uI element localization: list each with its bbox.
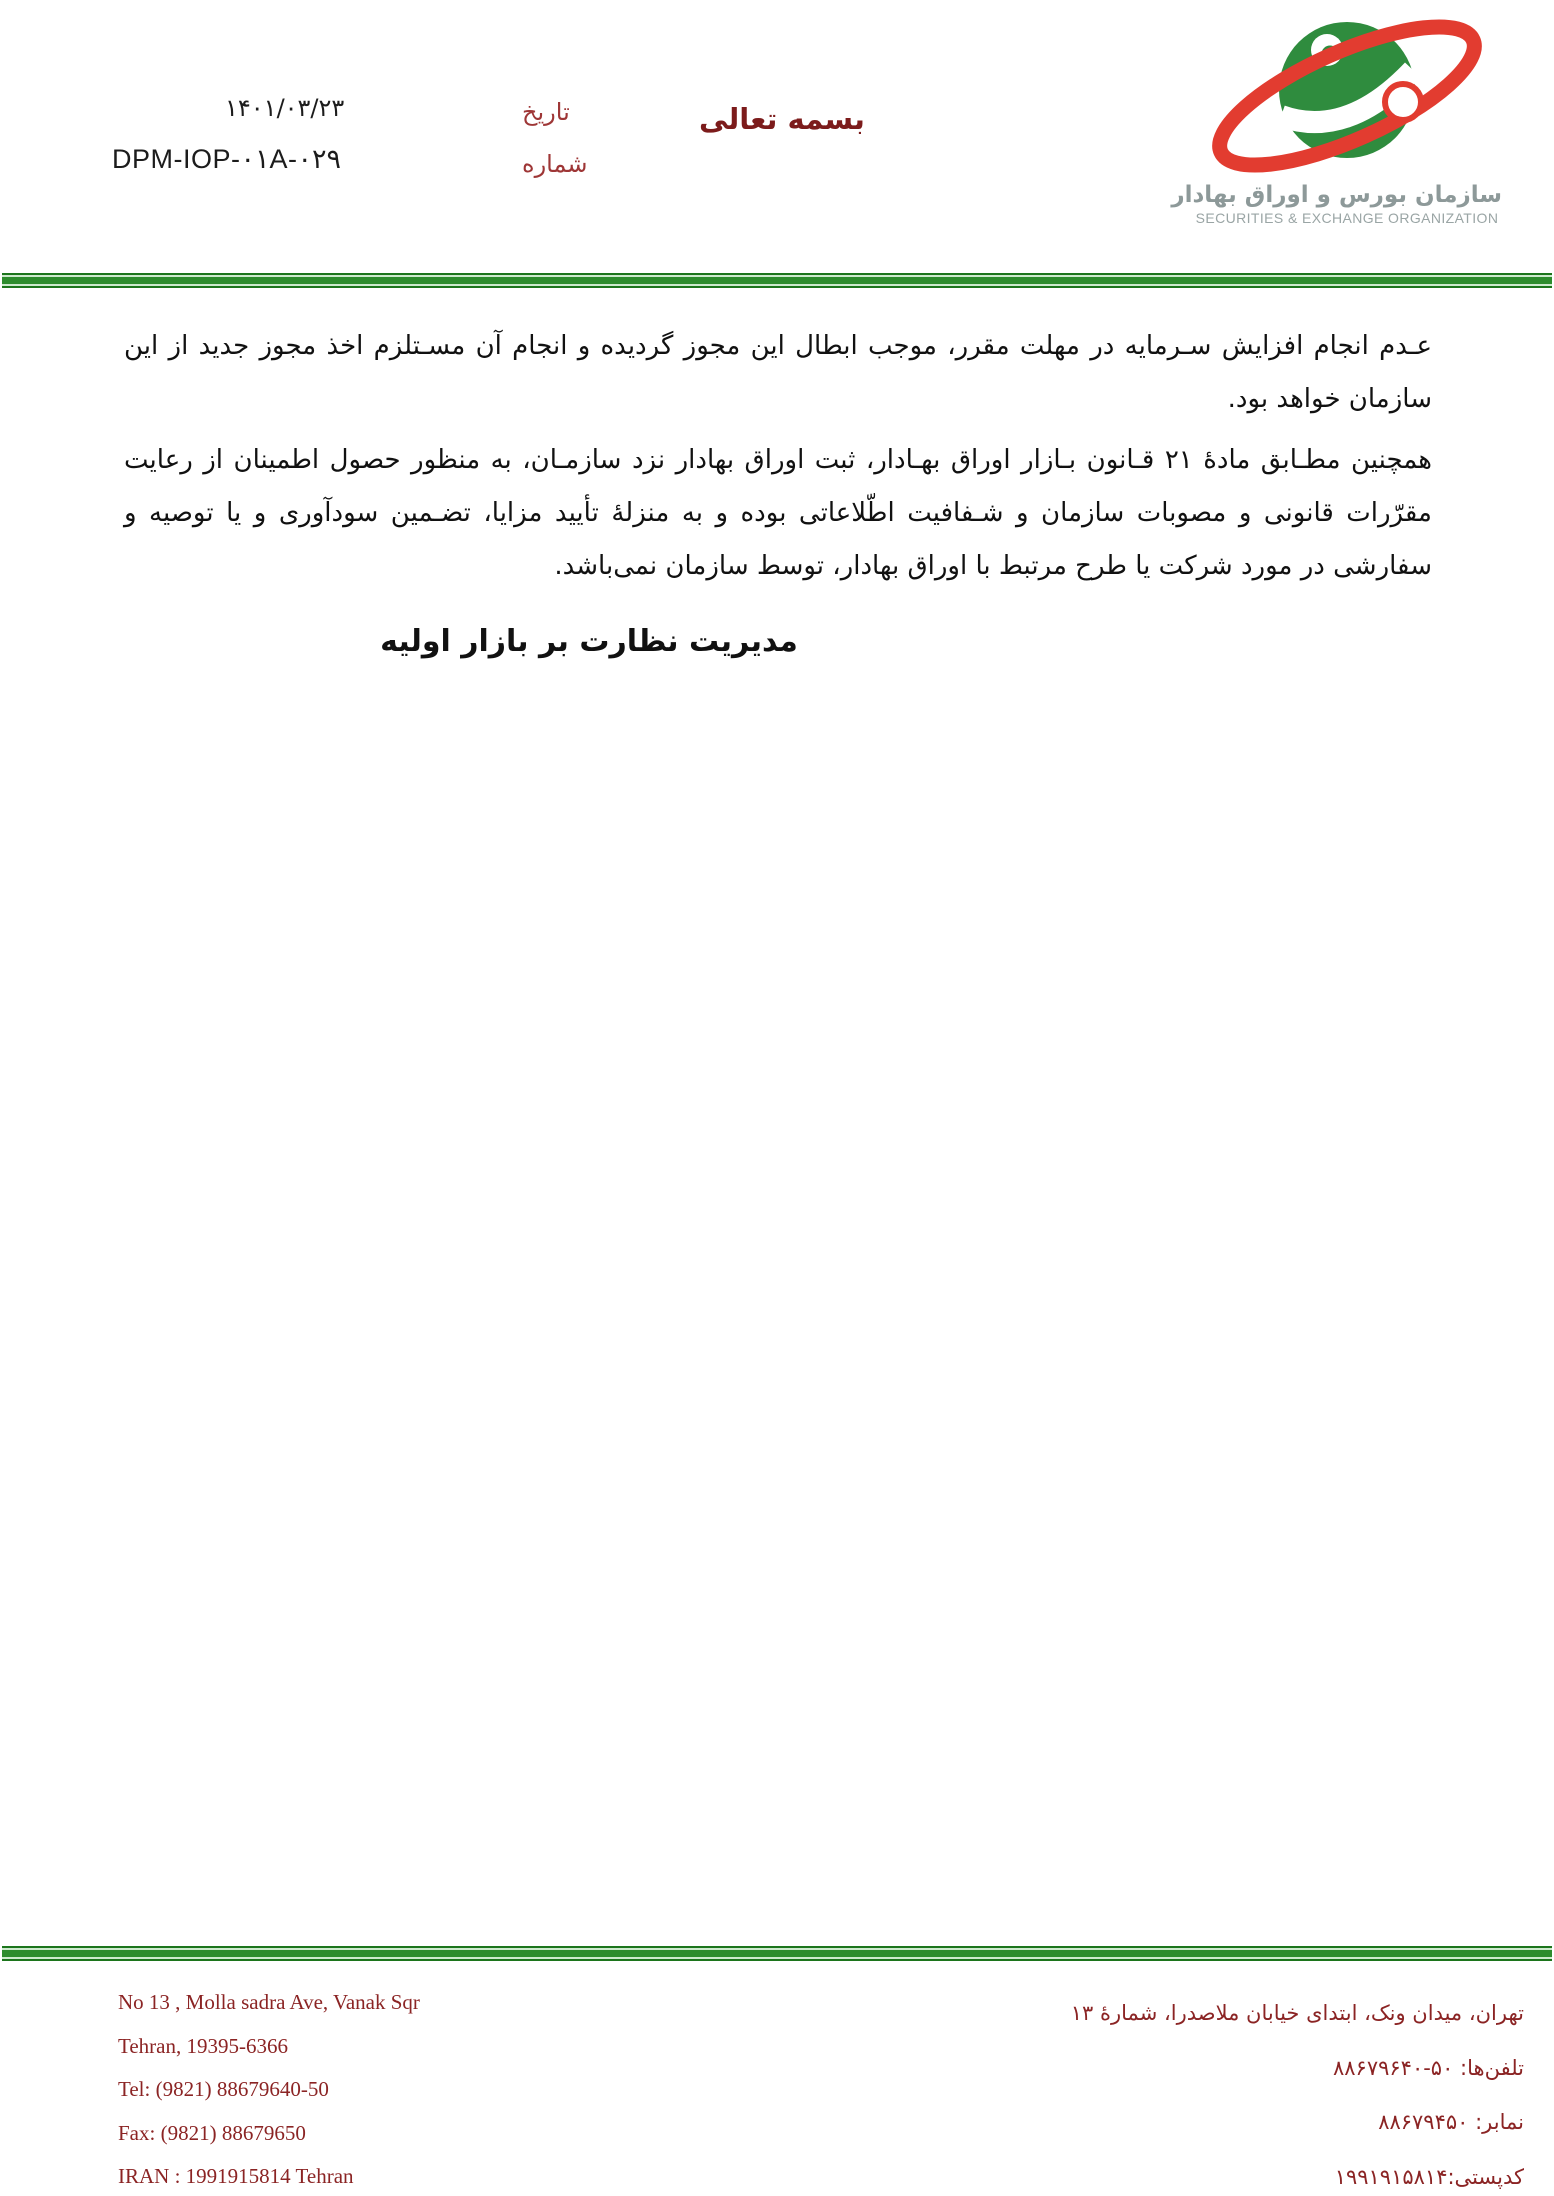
org-name-persian: سازمان بورس و اوراق بهادار	[1171, 182, 1502, 208]
footer-address-english	[118, 1981, 420, 2196]
letter-number-label: شماره	[522, 150, 588, 178]
body-paragraph-1: عـدم انجام افزایش سـرمایه در مهلت مقرر، موجب ابطال این مجوز گردیده و انجام آن مسـتلزم اخذ مجوز جدید از این سازمان خواهد بود.	[124, 331, 1432, 414]
org-name-english: SECURITIES & EXCHANGE ORGANIZATION	[1195, 210, 1499, 226]
footer-fa-line-4: کدپستی:۱۹۹۱۹۱۵۸۱۴	[1334, 2164, 1524, 2189]
footer-en-line-3: Tel: (9821) 88679640-50	[118, 2077, 329, 2101]
footer-en-line-5: IRAN : 1991915814 Tehran	[118, 2164, 354, 2188]
footer-en-line-1: No 13 , Molla sadra Ave, Vanak Sqr	[118, 1990, 420, 2014]
footer-address-persian	[1071, 1986, 1524, 2196]
date-value: ۱۴۰۱/۰۳/۲۳	[225, 94, 345, 122]
body-paragraph-2: همچنین مطـابق مادهٔ ۲۱ قـانون بـازار اوراق بهـادار، ثبت اوراق بهادار نزد سازمـان، به منظور حصول اطمینان از رعایت مقرّرات قانونی و مصوبات سازمان و شـفافیت اطّلاعاتی بوده و به منزلهٔ تأیید مزایا، تضـمین سودآوری و یا توصیه و سفارشی در مورد شرکت یا طرح مرتبط با اوراق بهادار، توسط سازمان نمی‌باشد.	[124, 445, 1432, 581]
footer-en-line-2: Tehran, 19395-6366	[118, 2033, 288, 2058]
globe-ring-logo-icon	[1197, 8, 1497, 180]
footer-divider-bar	[2, 1946, 1552, 1961]
letter-number-value: DPM-IOP-۰۱A-۰۲۹	[112, 144, 342, 174]
footer-fa-line-3: نمابر: ۸۸۶۷۹۴۵۰	[1378, 2110, 1524, 2134]
header-divider-bar	[2, 273, 1552, 288]
signature-title: مدیریت نظارت بر بازار اولیه	[380, 624, 798, 659]
org-logo	[1171, 8, 1502, 226]
letter-body	[124, 320, 1432, 668]
date-label: تاریخ	[522, 98, 570, 126]
footer-fa-line-1: تهران، میدان ونک، ابتدای خیابان ملاصدرا، شمارهٔ ۱۳	[1070, 2001, 1524, 2025]
footer-en-line-4: Fax: (9821) 88679650	[118, 2120, 306, 2145]
footer-fa-line-2: تلفن‌ها: ۵۰-۸۸۶۷۹۶۴۰	[1332, 2055, 1524, 2080]
basmala-text: بسمه تعالی	[699, 102, 865, 136]
